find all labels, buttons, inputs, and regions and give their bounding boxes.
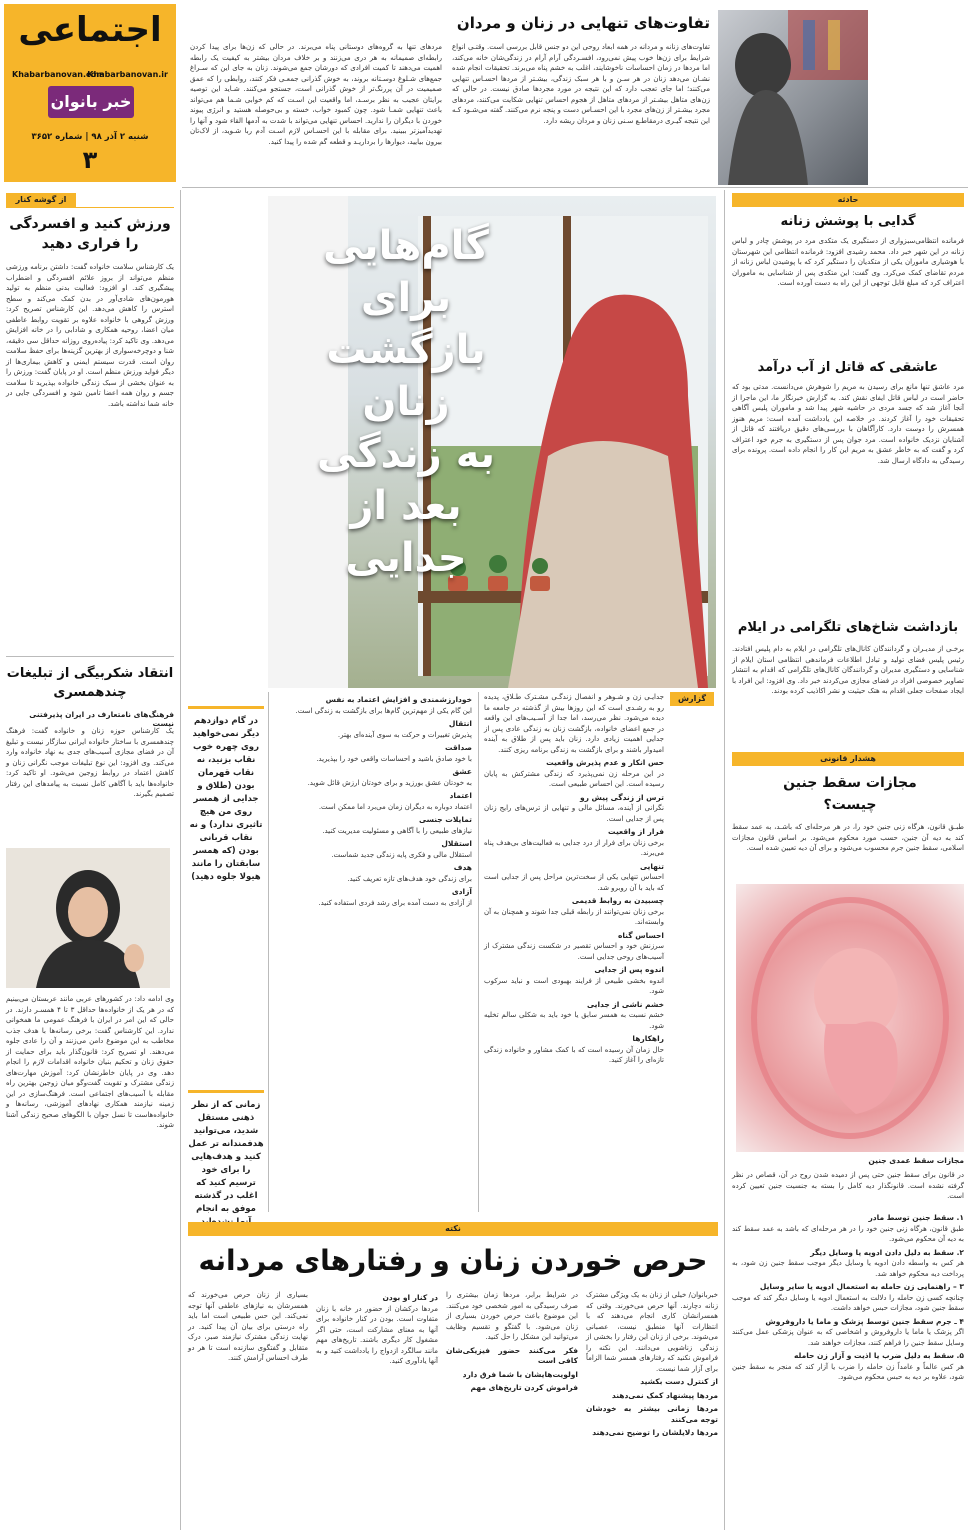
story-2-title: عاشقی که قاتل از آب درآمد: [757, 360, 939, 375]
report-a-body-7: اندوه بخشی طبیعی از فرایند بهبودی است و نباید سرکوب شود.: [484, 976, 664, 995]
report-a-body-2: نگرانی از آینده، مسائل مالی و تنهایی از ترس‌های رایج زنان پس از جدایی است.: [484, 804, 664, 823]
left-article-2-title: انتقاد شکربیگی از تبلیغات چندهمسری: [6, 666, 174, 700]
legal-item-4-title: ۴ ـ جرم سقط جنین توسط پزشک و ماما یا داروفروش: [765, 1316, 964, 1326]
top-story-col-1: تفاوت‌های زنانه و مردانه در همه ابعاد روحی این دو جنس قابل بررسی است. وقتـی انواع شرایط برای زن‌ها خوب پیش نمی‌رود، افسـردگی آرام آرام در زندگی‌شان خانه می‌کند، اما مردها در زمان احساسات ناخوشایند، اغلب به خشم پناه می‌برند. تحقیقات انجام شده نشـان می‌دهد زنان در هر سـن و با هر سبک زندگی، بیشـتر از مردها احسـاس تنهایی می‌کنند؛ اما جای تعجب دارد که این نتیجه در مورد مجردها صادق نیست. در حالی که زن‌های متاهل بیشـتر از مردهای متاهل از هجوم احساس تنهایی شکایت می‌کنند، مردهای مجرد بیشـتر از زن‌های مجرد با این احسـاس دست و پنجه نرم می‌کنند. گفته می‌شـود کـه این نتیجه گیـری درمقاطـع سـنی زنان و مردان ریشه دارد.: [452, 43, 710, 125]
interviewee-photo: [6, 848, 170, 988]
bottom-sub-6: اولویت‌هایشان با شما فرق دارد: [462, 1369, 578, 1379]
report-column-a: [484, 692, 664, 1066]
fetus-illustration: [736, 884, 964, 1152]
report-a-body-5: برخی زنان نمی‌توانند از رابطه قبلی جدا شوند و همچنان به آن وابسته‌اند.: [484, 907, 664, 926]
report-a-sub-8: خشم ناشی از جدایی: [587, 999, 664, 1009]
legal-item-2-title: ۲. سقط به دلیل دادن ادویه یا وسایل دیگر: [810, 1247, 964, 1257]
report-a-body-4: احساس تنهایی یکی از سخت‌ترین مراحل پس از جدایی است که باید با آن روبرو شد.: [484, 873, 664, 892]
pull-quote-1: [188, 706, 264, 905]
story-4-body-2: در قانون برای سقط جنین حتی پس از دمیده شدن روح در آن، قصاص در نظر گرفته نشده است. قانونگذار دیه کامل را بسته به جنسیت جنین تعیین کرده است.: [732, 1171, 964, 1200]
legal-item-1-body: طبق قانون، هرگاه زنی جنین خود را در هر مرحله‌ای که باشد به عمد سقط کند به دیه آن محکوم می‌شود.: [732, 1224, 964, 1243]
legal-item-4-body: اگر پزشک یا ماما یا داروفروش و اشخاصی که به عنوان پزشکی عمل می‌کنند وسایل سقط جنین را فراهم کنند، مجازات خواهند شد.: [732, 1328, 964, 1347]
report-a-sub-4: تنهایی: [639, 861, 664, 871]
column-divider: [180, 190, 181, 1530]
column-divider: [268, 692, 269, 1212]
divider: [6, 656, 174, 657]
story-2-body: مرد عاشق تنها مانع برای رسیدن به مریم را شوهرش می‌دانست. مدتی بود که حاضر است در لباس قاتل ایفای نقش کند. به گزارش خبرنگار ما، این ماجرا از آنجا آغاز شد که جسد مردی در حاشیه شهر پیدا شد و ماموران پلیس آگاهی تحقیقات خود را آغاز کردند. در خلاصه این یادداشت آمده است: مریم هنوز همسرش را دوست دارد. کارآگاهان با بررسی‌های دقیق دریافتند که قاتل از آشنایان نزدیک خانواده است. مرد جوان پس از دستگیری به جرم خود اعتراف کرد و گفت که به خاطر عشق به مریم این کار را انجام داده است. پرونده برای رسیدگی به دادگاه ارسال شد.: [732, 383, 964, 465]
pull-quote-1-text: در گام دوازدهم دیگر نمی‌خواهید روی چهره خوب نقاب بزنید، نه نقاب قهرمان بودن (طلاق و جدایی از همسر روی من هیچ تاثیری ندارد) و نه نقاب قربانی بودن (که همسر سابقتان را مانند هیولا جلوه دهید): [189, 716, 263, 882]
report-tag: گزارش: [670, 692, 714, 706]
page-number: ۳: [82, 146, 98, 174]
top-story-photo: [718, 10, 868, 185]
logo-text: خبر بانوان: [50, 92, 132, 111]
woman-portrait-illustration: [6, 848, 170, 988]
top-story-title: تفاوت‌های تنهایی در زنان و مردان: [456, 14, 710, 32]
bottom-sub-4: مردها دلایلشان را توضیح نمی‌دهند: [592, 1428, 718, 1437]
woman-window-illustration: [718, 10, 868, 185]
report-a-sub-2: ترس از زندگی پیش رو: [579, 792, 664, 802]
hero-headline: [286, 220, 526, 584]
hero-line-2: بازگشت زنان: [326, 327, 486, 425]
left-tag: از گوشه کنار: [6, 193, 76, 207]
bottom-col-3: [316, 1290, 438, 1367]
report-b-body-5: اعتماد دوباره به دیگران زمان می‌برد اما ممکن است.: [318, 802, 472, 811]
left-article-1-title: ورزش کنید و افسردگی را فراری دهید: [9, 216, 171, 252]
story-4-title: مجازات سقط جنین چیست؟: [783, 775, 917, 813]
bottom-sub-2: مردها پیشنهاد کمک نمی‌دهند: [611, 1390, 718, 1400]
bottom-story-title: حرص خوردن زنان و رفتارهای مردانه: [198, 1244, 708, 1277]
hero-line-4: بعد از جدایی: [345, 483, 467, 581]
bottom-col-1-body: خبربانوان/ خیلی از زنان به یک ویژگی مشترک زنانه دچارند. آنها حرص می‌خورند. وقتی که همسرانشان کاری انجام می‌دهند که با انتظارات آنها منطبق نیست، عصبانی می‌شوند. برخی از زنان این رفتار را بخشی از زندگی زناشویی می‌دانند. این نکته را فراموش نکنید که رفتارهای همسر شما الزاماً برای آزار شما نیست.: [586, 1291, 718, 1373]
legal-item-5-title: ۵. سقط به دلیل ضرب یا اذیت و آزار زن حامله: [793, 1351, 964, 1360]
report-b-sub-7: استقلال: [441, 839, 472, 848]
report-a-sub-3: فرار از واقعیت: [608, 827, 664, 836]
report-a-body-1: در این مرحله زن نمی‌پذیرد که زندگی مشترکش به پایان رسیده است. این احساس طبیعی است.: [484, 769, 664, 788]
report-b-body-1: این گام یکی از مهم‌ترین گام‌ها برای بازگشت به زندگی است.: [295, 706, 472, 715]
legal-item-3-title: ۳ – راهنمایی زن حامله به استعمال ادویه یا سایر وسایل: [759, 1282, 964, 1291]
story-3-body: برخـی از مدیـران و گردانندگان کانال‌های تلگرامی در ایلام به دام پلیس افتادند. رئیس پلیس فضای تولید و تبادل اطلاعات فرماندهی انتظامی استان ایلام از شناسایی و دستگیری مدیران و گردانندگان کانال‌های تلگرامی که اقدام به انتشار تصاویر خصوصی افراد در فضای مجازی می‌کردند خبر داد. وی افزود: این افراد با ایجاد صفحات جعلی اقدام به هتک حیثیت و نشر اکاذیب کرده بودند.: [732, 645, 964, 695]
report-b-sub-5: اعتماد: [449, 791, 472, 800]
bottom-sub-1: از کنترل دست بکشید: [640, 1377, 718, 1386]
bottom-col-4: بسیاری از زنان حرص می‌خورند که همسرشان به نیازهای عاطفی آنها توجه نمی‌کند. این حس طبیعی است اما باید راه درستی برای بیان آن پیدا کنید. در نهایت زندگی مشترک نیازمند صبر، درک متقابل و گفتگوی سازنده است تا هر دو طرف احساس آرامش کنند.: [188, 1291, 308, 1362]
report-column-b: [274, 692, 472, 908]
legal-tag: هشدار قانونی: [732, 752, 964, 766]
report-a-body-6: سرزنش خود و احساس تقصیر در شکست زندگی مشترک از آسیب‌های روحی جدایی است.: [484, 942, 664, 961]
column-divider: [478, 692, 479, 1212]
report-b-body-9: از آزادی به دست آمده برای رشد فردی استفاده کنید.: [318, 898, 472, 907]
hero-line-3: به زندگی: [316, 431, 496, 477]
bottom-sub-8: در کنار او بودن: [382, 1293, 438, 1302]
report-b-body-8: برای زندگی خود هدف‌های تازه تعریف کنید.: [347, 874, 472, 883]
report-a-body-9: حال زمان آن رسیده است که با کمک مشاور و خانواده زندگی تازه‌ای را آغاز کنید.: [484, 1045, 664, 1064]
report-b-body-4: به خودتان عشق بورزید و برای خودتان ارزش قائل شوید.: [307, 778, 472, 787]
incident-tag: حادثه: [732, 193, 964, 207]
legal-item-3-body: چنانچه کسی زن حامله را دلالت به استعمال ادویه یا وسایل دیگر کند که موجب سقط جنین شود، مجازات حبس خواهد داشت.: [732, 1293, 964, 1312]
report-a-sub-5: چسبیدن به روابط قدیمی: [571, 896, 664, 905]
bottom-col-2-body: در شرایط برابر، مردها زمان بیشتری را صرف رسیدگی به امور شخصی خود می‌کنند. این موضوع باعث حرص خوردن بسیاری از زنان می‌شود. با گفتگو و تقسیم وظایف می‌توانید این مشکل را حل کنید.: [446, 1291, 578, 1341]
logo: [48, 86, 134, 118]
legal-list: [732, 1210, 964, 1383]
report-b-sub-2: انتقال: [448, 719, 472, 728]
report-b-body-3: با خود صادق باشید و احساسات واقعی خود را بپذیرید.: [316, 754, 472, 763]
left-article-2-body-2: وی ادامه داد: در کشورهای عربی مانند عربستان می‌بینیم که در هر یک از خانواده‌ها حداقل ۳ تا ۴ همسـر دارند. در حالی که این امر در ایران با فرهنگ عمومی ما همخوانی ندارد. این کارشناس گفت: برخی رسانه‌ها با هدف جذب مخاطب به این موضوع دامن می‌زنند و آن را عادی جلوه می‌دهند. او تصریح کرد: قانون‌گذار باید برای حمایت از حقوق زنان و تحکیم بنیان خانواده اقدامات لازم را انجام دهد. وی در پایان خاطرنشان کرد: آموزش مهارت‌های زندگی مشترک و تقویت گفت‌وگو میان زوجین بهترین راه مقابله با آسیب‌های اجتماعی است. فرهنگ‌سازی در این زمینه نیازمند همکاری نهادهای آموزشی، رسانه‌ها و خانواده‌هاست تا نسل جوان با الگوهای صحیح زندگی آشنا شوند.: [6, 995, 175, 1129]
report-a-sub-6: احساس گناه: [617, 930, 664, 940]
report-a-sub-7: اندوه پس از جدایی: [594, 965, 664, 974]
top-story-col-2: مردهای تنها به گروه‌های دوستانی پناه می‌برند. در حالی که زن‌ها برای پیدا کردن رابطه‌ای صمیمانه به هر دری می‌زنند و بر خلاف مردان بیشتر به کیفیت یک رابطه اهمیت می‌دهند تا کمیت افرادی که دورشان جمع می‌شوند. زنان به جای این که سـراغ جمع‌های شـلوغ دوسـتانه بروند، به خوش گذرانی جمعـی فکر کنند، روابطی را که عمق صمیمیت در آن پررنگ‌تر از خوش گذرانی است، جستجو می‌کنند. شـاید این توصیه برایتان عجیب به نظر برسـد، اما واقعیت این اسـت که کم خوابی شـما هم می‌تواند باعث تنهایی شمـا شود. چون کمبود خواب، خسته و بی‌حوصله هستید و انرژی پیوند خوردن با دیگران را ندارید. احساس تنهایی می‌تواند با شدت به آدمها القاء شود و آنها را تهدیدآمیزتر ببینید. برای مقابله با این احسـاس لازم اسـت آدم ربا شـوید، از لاک‌تان بیرون بیایید، دیوارها را برداریـد و قطعه گم شده را پیدا کنید.: [190, 43, 442, 146]
column-divider: [724, 190, 725, 1530]
report-b-body-2: پذیرش تغییرات و حرکت به سوی آینده‌ای بهتر.: [337, 730, 472, 739]
bottom-sub-5: فکر می‌کنند حضور فیزیکی‌شان کافی است: [446, 1345, 578, 1365]
report-b-sub-3: صداقت: [444, 743, 472, 752]
photo-caption: مجازات سقط عمدی جنین: [868, 1156, 964, 1165]
bottom-sub-7: فراموش کردن تاریخ‌های مهم: [470, 1383, 578, 1392]
pull-quote-2-text: زمانی که از نظر ذهنی مستقل شدید، می‌توانید هدفمندانه تر عمل کنید و هدف‌هایی را برای خود ترسیم کنید که اغلب در گذشته موفق به انجام: [188, 1100, 264, 1214]
divider: [182, 187, 968, 188]
date-line: شنبه ۲ آذر ۹۸ | شماره ۳۶۵۲: [31, 132, 149, 142]
report-b-sub-1: خودارزشمندی و افزایش اعتماد به نفس: [325, 695, 472, 704]
story-4-body: طبـق قانون، هرگاه زنی جنین خود را، در هر مرحله‌ای که باشـد، به عمد سقط کند به دیه آن جنین، حسب مورد محکوم می‌شود. بر اساس قانون مجازات اسلامی، سقط جنین جرم محسوب می‌شود و برای آن دیه تعیین شده است.: [732, 823, 964, 852]
report-b-sub-8: هدف: [453, 863, 472, 872]
report-intro: جدایـی زن و شـوهر و انفصال زندگـی مشـترک طـلاق، پدیده رو به رشـدی است که این روزها بیش از گذشته در جامعه ما دیده می‌شود. نظر می‌رسد، اما جدا از آسـیب‌های این واقعه در جمع اعضای خانواده، بازگشت زنان به زندگی عادی پس از جدایی اهمیت زیادی دارد. زنان باید پس از طلاق به آینده امیدوار باشند و برای بازگشت به زندگی برنامه ریزی کنند.: [484, 693, 664, 754]
left-article-2-lead: فرهنگ‌های نامتعارف در ایران پذیرفتنی نیست: [29, 710, 174, 728]
site-url-1[interactable]: Khabarbanovan.ir: [87, 70, 168, 79]
report-b-sub-9: آزادی: [451, 887, 472, 896]
left-article-2-body: یک کارشناس حوزه زنان و خانواده گفت: فرهنگ چندهمسری با ساختار خانواده ایرانی سازگار نیست و تبلیغ آن در فضای مجازی آسیب‌های جدی به نهاد خانواده وارد می‌کند. وی افزود: این نوع تبلیغات موجب نگرانی زنان و کاهش اعتماد در روابط زوجین می‌شود. او تاکید کرد: خانواده‌ها باید با آگاهی کامل نسبت به پیامدهای این رفتار تصمیم بگیرند.: [6, 727, 174, 798]
report-b-body-6: نیازهای طبیعی را با آگاهی و مسئولیت مدیریت کنید.: [322, 826, 472, 835]
pull-quote-2: [188, 1090, 264, 1236]
report-b-sub-6: تمایلات جنسی: [418, 815, 472, 824]
report-a-sub-1: حس انکار و عدم پذیرش واقعیت: [546, 758, 664, 767]
report-a-body-3: برخی زنان برای فرار از درد جدایی به فعالیت‌های بی‌هدف پناه می‌برند.: [484, 838, 664, 857]
masthead: [4, 4, 176, 182]
story-1-body: فرمانده انتظامی‌سبزواری از دستگیری یک متکدی مرد در پوشش چادر و لباس زنانه در این شهر خبر داد. محمد رشیدی افزود: فرمانده انتظامی این شهرستان با هوشیاری ماموران یکی از متکدیان را دستگیر کرد که با پوشیدن لباس زنانه از مردم تقاضای کمک می‌کرد. وی گفت: این متکدی پس از شناسایی به ماموران اعتراف کرد که مبلغ قابل توجهی از این راه به دست آورده است.: [732, 237, 964, 287]
report-a-sub-9: راهکارها: [632, 1034, 664, 1043]
bottom-col-3-body: مردها درکشان از حضور در خانه با زنان متفاوت است. بودن در کنار خانواده برای آنها به معنای مشارکت است، حتی اگر مشغول کار دیگری باشند. تاریخ‌های مهم مانند سالگرد ازدواج را یادداشت کنید و به آنها یادآوری کنید.: [316, 1304, 438, 1365]
divider: [6, 207, 174, 208]
report-b-body-7: استقلال مالی و فکری پایه زندگی جدید شماست.: [331, 850, 472, 859]
bottom-col-1: [586, 1290, 718, 1439]
report-a-body-8: خشم نسبت به همسر سابق یا خود باید به شکلی سالم تخلیه شود.: [484, 1011, 664, 1030]
fetus-photo: [736, 884, 964, 1152]
story-3-title: بازداشت شاخ‌های تلگرامی در ایلام: [737, 620, 959, 635]
section-title: اجتماعی: [18, 10, 162, 50]
hero-photo: [268, 196, 716, 688]
legal-item-2-body: هر کس به واسطه دادن ادویه یا وسایل دیگر موجب سقط جنین زن شود، به پرداخت دیه محکوم خواهد شد.: [732, 1259, 964, 1278]
hero-line-1: گام‌هایی برای: [323, 223, 489, 321]
legal-item-5-body: هر کس عالماً و عامداً زن حامله را ضرب یا آزار کند که منجر به سقط جنین شود، علاوه بر دیه به حبس محکوم می‌شود.: [732, 1362, 964, 1381]
tip-tag: نکته: [188, 1222, 718, 1236]
report-b-sub-4: عشق: [452, 767, 472, 776]
bottom-col-2: [446, 1290, 578, 1394]
legal-item-1-title: ۱. سقط جنین توسط مادر: [868, 1213, 964, 1222]
left-article-1-body: یک کارشناس سلامت خانواده گفت: داشتن برنامه ورزشی منظم می‌تواند از بروز علائم افسردگی و اضطراب پیشگیری کند. او افزود: فعالیت بدنی منظم به تولید هورمون‌های شادی‌آور در بدن کمک می‌کند و سطح استرس را کاهش می‌دهد. این کارشناس تصریح کرد: ورزش گروهی با خانواده علاوه بر تقویت روابط عاطفی میان اعضا، روحیه همکاری و شادابی را در خانه افزایش می‌دهد. وی تاکید کرد: پیاده‌روی روزانه حداقل سی دقیقه، شنا و دوچرخه‌سواری از بهترین گزینه‌ها برای حفظ سلامت روان است. قدرت سیستم ایمنی و کاهش بیماری‌ها از دیگر فواید ورزش منظم است. او در پایان گفت: ورزش را به عنوان بخشی از سبک زندگی خانواده بپذیرید تا سلامت جسم و روان همه اعضا تامین شود و افسردگی جایی در خانه شما نداشته باشد.: [6, 263, 174, 408]
site-url-2[interactable]: Khabarbanovan.com: [12, 70, 105, 79]
bottom-sub-3: مردها زمانی بیشتر به خودشان توجه می‌کنند: [586, 1404, 718, 1424]
story-1-title: گدایی با پوشش زنانه: [780, 214, 916, 229]
